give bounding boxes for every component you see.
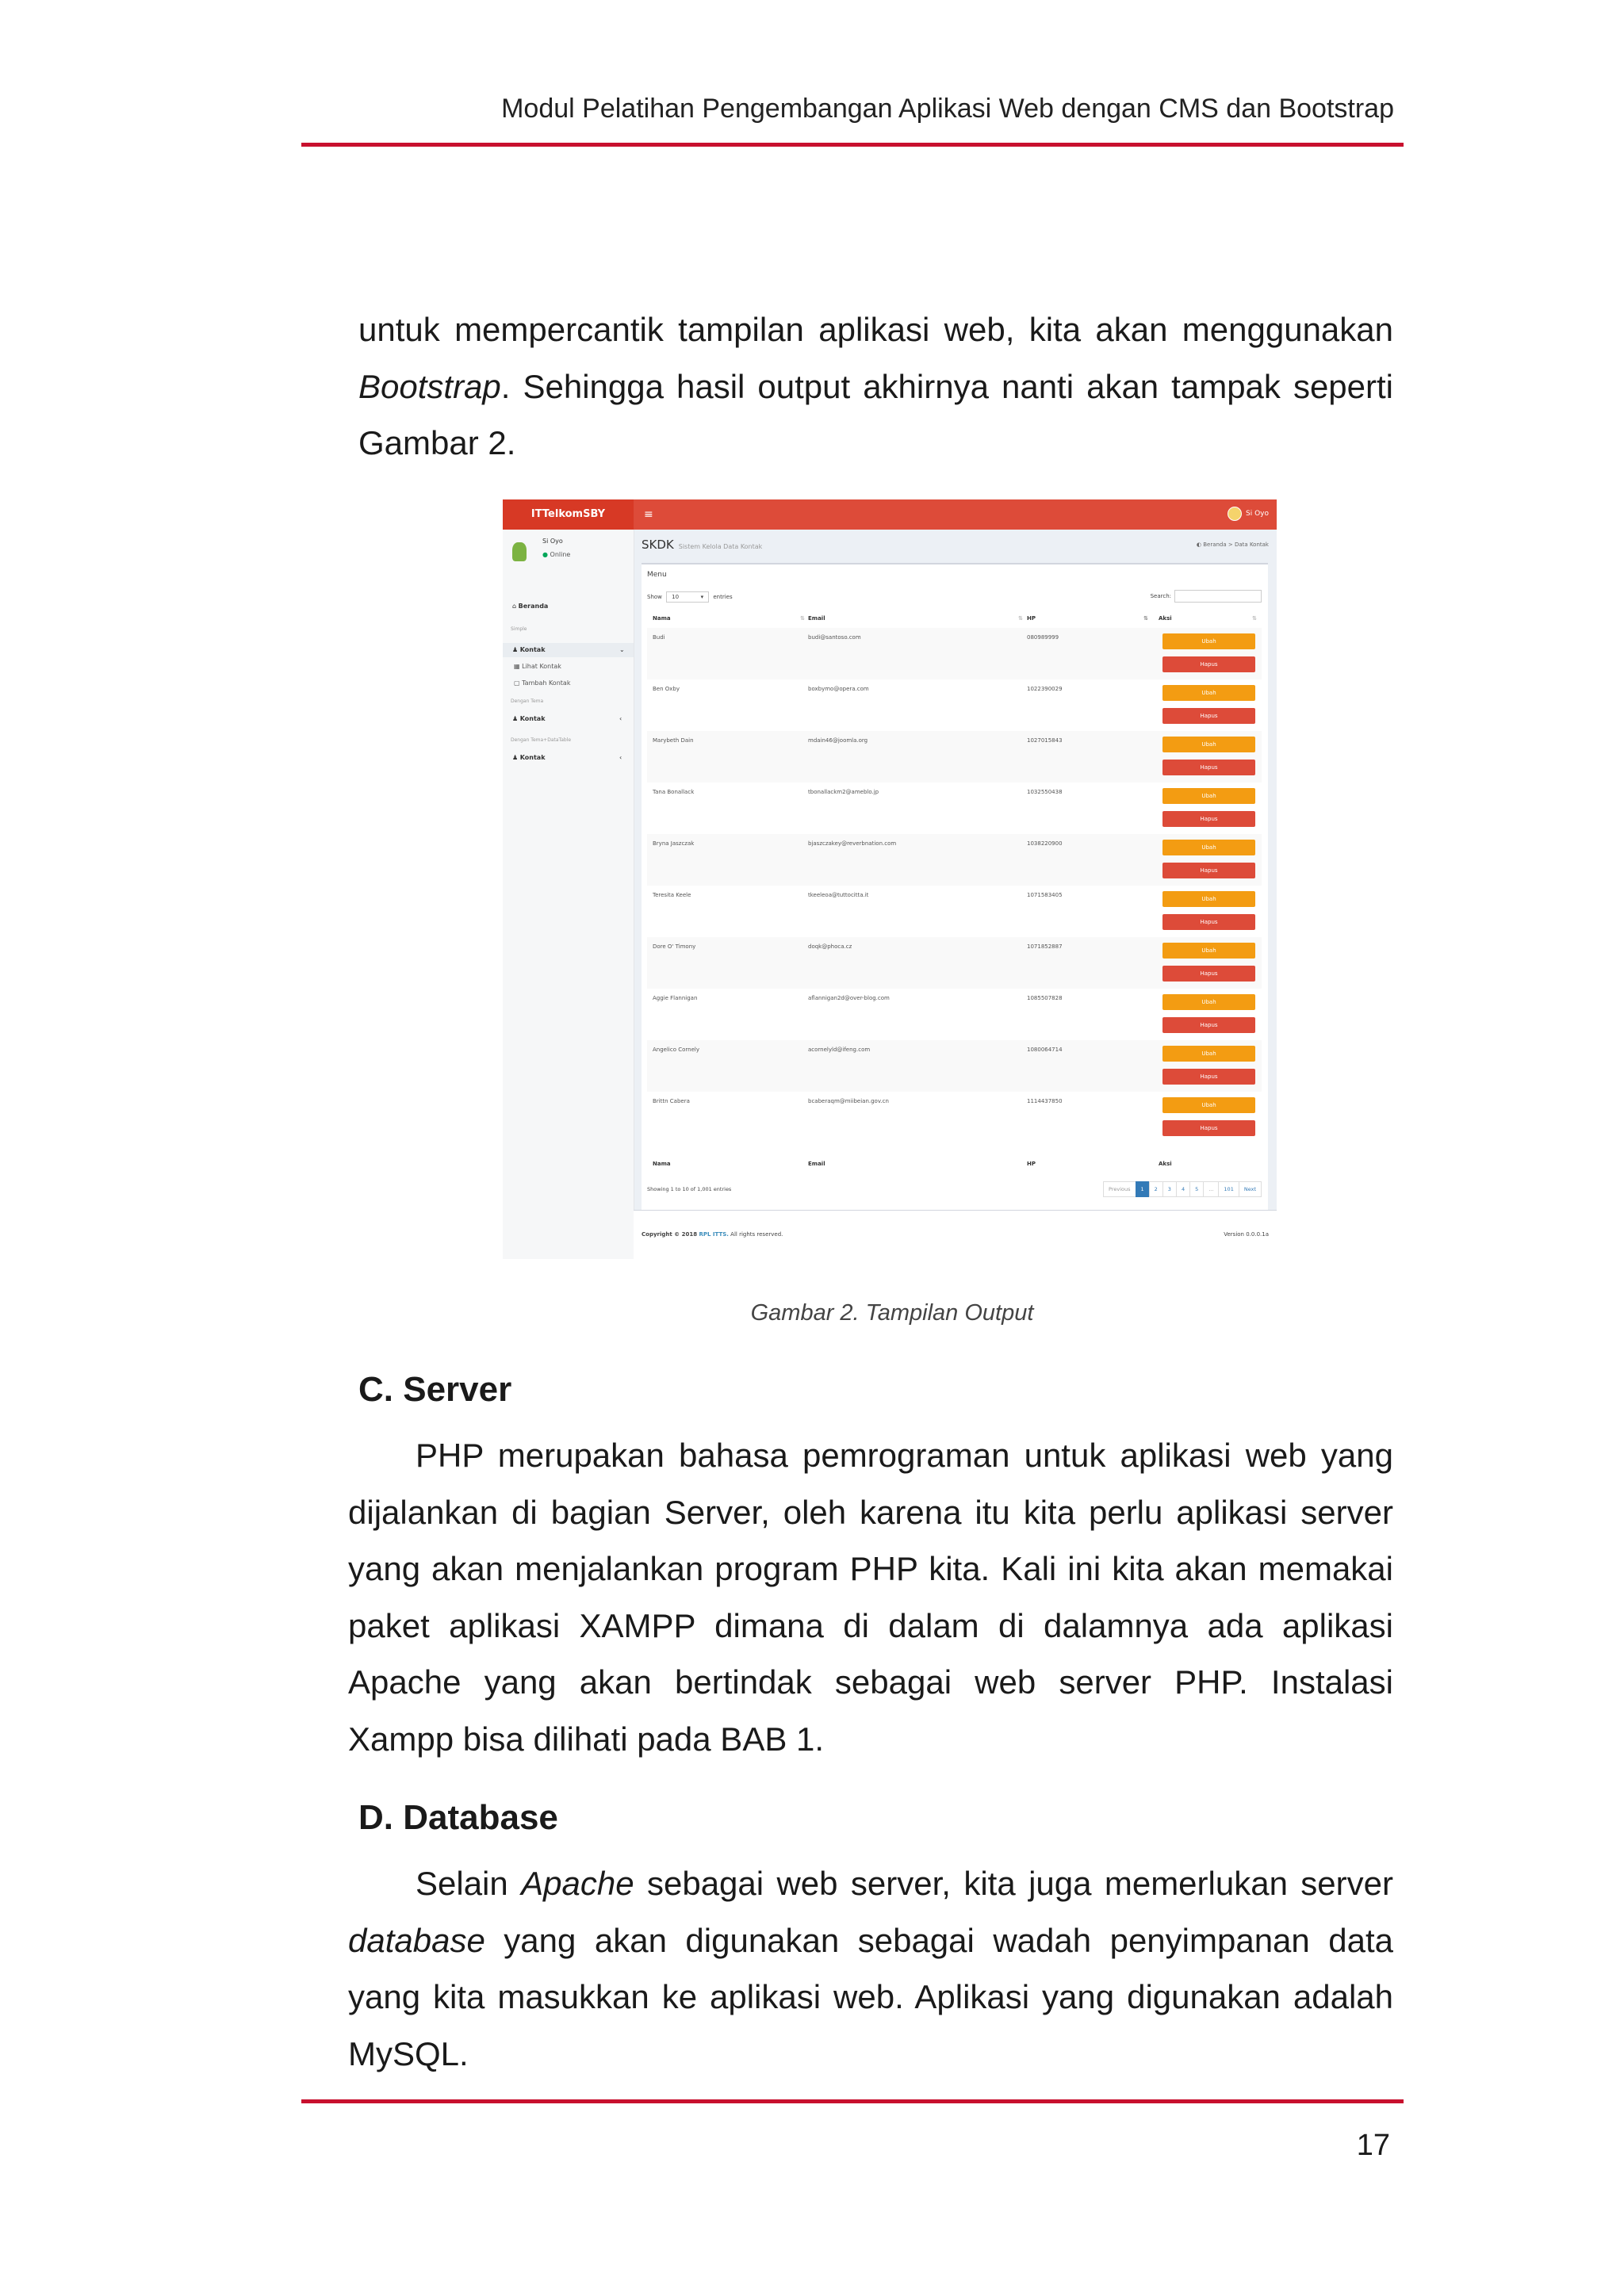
copyright-prefix: Copyright © 2018 [642, 1231, 699, 1238]
sidebar-user-status-label: Online [550, 551, 571, 558]
sidebar-user-name: Si Oyo [542, 538, 563, 545]
database-italic-b: database [348, 1921, 485, 1959]
ubah-button[interactable]: Ubah [1162, 633, 1255, 649]
table-row [647, 937, 1262, 989]
cell-hp: 080989999 [1027, 634, 1059, 641]
th-hp[interactable]: HP [1027, 615, 1036, 622]
table-row [647, 783, 1262, 834]
copyright-link[interactable]: RPL ITTS. [699, 1231, 729, 1238]
tf-nama: Nama [653, 1161, 671, 1167]
sidebar-item-kontak-simple-label: Kontak [519, 646, 546, 653]
edit-icon: ▢ [514, 679, 520, 687]
entries-select-value: 10 [672, 594, 680, 600]
cell-hp: 1071583405 [1027, 892, 1063, 898]
cell-email: mdain46@joomla.org [808, 737, 868, 744]
sort-icon: ⇅ [1018, 615, 1023, 622]
hapus-button[interactable]: Hapus [1162, 966, 1255, 982]
app-topbar [503, 499, 1277, 530]
table-row [647, 989, 1262, 1040]
breadcrumb-current: Data Kontak [1235, 541, 1269, 548]
sidebar-header-tema: Dengan Tema [511, 698, 544, 704]
hapus-button[interactable]: Hapus [1162, 1069, 1255, 1085]
sidebar-item-tambah-kontak-label: Tambah Kontak [522, 679, 571, 687]
sidebar-user [542, 538, 570, 558]
database-text-b: sebagai web server, kita juga memerlukan server [634, 1865, 1394, 1902]
page-subtitle: Sistem Kelola Data Kontak [678, 543, 763, 550]
app-content [634, 530, 1277, 1259]
intro-text-1: untuk mempercantik tampilan aplikasi web, kita akan menggunakan [358, 311, 1393, 348]
ubah-button[interactable]: Ubah [1162, 1046, 1255, 1062]
box-title: Menu [647, 571, 667, 579]
table-row [647, 886, 1262, 937]
table-row [647, 731, 1262, 783]
page-101[interactable]: 101 [1218, 1181, 1239, 1197]
table-row [647, 834, 1262, 886]
ubah-button[interactable]: Ubah [1162, 943, 1255, 959]
sidebar-item-kontak-simple[interactable] [512, 646, 625, 653]
sidebar-item-kontak-datatable-label: Kontak [519, 754, 546, 761]
sidebar-item-kontak-datatable[interactable] [512, 754, 622, 761]
sidebar-item-lihat-kontak[interactable] [514, 663, 561, 670]
data-box [642, 563, 1268, 1213]
server-paragraph [348, 1427, 1393, 1767]
sidebar-item-beranda-label: Beranda [518, 603, 549, 610]
tf-email: Email [808, 1161, 825, 1167]
database-italic-a: Apache [521, 1865, 634, 1902]
intro-italic: Bootstrap [358, 367, 501, 405]
cell-nama: Tana Bonallack [653, 789, 695, 795]
figure-caption: Gambar 2. Tampilan Output [750, 1300, 1034, 1326]
cell-email: boxbymo@opera.com [808, 686, 869, 692]
breadcrumb: ◐ Beranda > Data Kontak [1196, 541, 1269, 548]
menu-toggle-icon[interactable]: ≡ [644, 508, 653, 521]
page-ellipsis: ... [1203, 1181, 1219, 1197]
ubah-button[interactable]: Ubah [1162, 737, 1255, 752]
ubah-button[interactable]: Ubah [1162, 891, 1255, 907]
page-title-text: SKDK [642, 538, 674, 552]
online-dot-icon: ● [542, 551, 548, 558]
section-heading-server: C. Server [358, 1370, 512, 1409]
search-input[interactable] [1174, 590, 1262, 603]
sidebar-item-lihat-kontak-label: Lihat Kontak [522, 663, 561, 670]
figure-screenshot [503, 499, 1277, 1259]
page-1[interactable]: 1 [1136, 1181, 1150, 1197]
cell-nama: Teresita Keele [653, 892, 691, 898]
search [1151, 590, 1262, 603]
user-icon: ♟ [512, 754, 519, 761]
page-2[interactable]: 2 [1149, 1181, 1163, 1197]
footer-rule [301, 2099, 1404, 2103]
page-5[interactable]: 5 [1189, 1181, 1204, 1197]
sort-icon: ⇅ [1252, 615, 1257, 622]
entries-length [647, 591, 733, 603]
home-icon: ⌂ [512, 603, 517, 610]
cell-email: acornelyld@ifeng.com [808, 1047, 871, 1053]
header-rule [301, 143, 1404, 147]
cell-nama: Aggie Flannigan [653, 995, 698, 1001]
database-text-c: yang akan digunakan sebagai wadah penyimpanan data yang kita masukkan ke aplikasi web. Aplikasi yang digunakan adalah MySQL. [348, 1921, 1393, 2072]
cell-hp: 1071852887 [1027, 943, 1063, 950]
app-footer [634, 1210, 1277, 1259]
tf-hp: HP [1027, 1161, 1036, 1167]
cell-hp: 1114437850 [1027, 1098, 1063, 1104]
ubah-button[interactable]: Ubah [1162, 685, 1255, 701]
breadcrumb-home[interactable]: Beranda [1203, 541, 1227, 548]
hapus-button[interactable]: Hapus [1162, 1120, 1255, 1136]
sidebar-item-beranda[interactable] [512, 603, 548, 610]
page-number: 17 [1356, 2129, 1390, 2162]
intro-text-2: . Sehingga hasil output akhirnya nanti akan tampak seperti Gambar 2. [358, 367, 1393, 461]
app-sidebar [503, 530, 634, 1259]
th-nama[interactable]: Nama [653, 615, 671, 622]
avatar [512, 542, 527, 561]
copyright-suffix: All rights reserved. [728, 1231, 783, 1238]
server-text: PHP merupakan bahasa pemrograman untuk aplikasi web yang dijalankan di bagian Server, oleh karena itu kita perlu aplikasi server yang akan menjalankan program PHP kita. Kali ini kita akan memakai paket aplikasi XAMPP dimana di dalam di dalamnya ada aplikasi Apache yang akan bertindak sebagai web server PHP. Instalasi Xampp bisa dilihati pada BAB 1. [348, 1437, 1393, 1758]
user-icon: ♟ [512, 715, 519, 722]
table-row [647, 679, 1262, 731]
sidebar-item-tambah-kontak[interactable] [514, 679, 570, 687]
cell-hp: 1032550438 [1027, 789, 1063, 795]
cell-hp: 1038220900 [1027, 840, 1063, 847]
show-label: Show [647, 594, 662, 600]
cell-nama: Budi [653, 634, 665, 641]
dashboard-icon: ◐ [1196, 541, 1201, 548]
sort-icon: ⇅ [1143, 615, 1148, 622]
user-menu-name: Si Oyo [1246, 510, 1269, 518]
th-aksi[interactable]: Aksi [1159, 615, 1172, 622]
caret-down-icon: ▾ [700, 594, 704, 600]
entries-select[interactable] [666, 591, 709, 603]
chevron-left-icon: ‹ [619, 715, 622, 722]
cell-hp: 1027015843 [1027, 737, 1063, 744]
cell-hp: 1080064714 [1027, 1047, 1063, 1053]
pagination [1104, 1181, 1262, 1197]
section-heading-database: D. Database [358, 1798, 558, 1837]
database-paragraph [348, 1855, 1393, 2082]
intro-paragraph [358, 301, 1393, 472]
app-brand[interactable]: ITTelkomSBY [503, 499, 634, 530]
page-4[interactable]: 4 [1176, 1181, 1190, 1197]
avatar-icon [1228, 507, 1242, 521]
cell-email: tkeeleoa@tuttocitta.it [808, 892, 869, 898]
hapus-button[interactable]: Hapus [1162, 656, 1255, 672]
cell-email: budi@santoso.com [808, 634, 861, 641]
table-row [647, 1092, 1262, 1143]
cell-nama: Marybeth Dain [653, 737, 694, 744]
cell-email: doqk@phoca.cz [808, 943, 852, 950]
cell-email: bcaberaqm@miibeian.gov.cn [808, 1098, 889, 1104]
cell-nama: Angelico Cornely [653, 1047, 699, 1053]
database-text-a: Selain [416, 1865, 522, 1902]
hapus-button[interactable]: Hapus [1162, 914, 1255, 930]
page-title [642, 538, 762, 552]
hapus-button[interactable]: Hapus [1162, 708, 1255, 724]
entries-label: entries [713, 594, 733, 600]
page-previous[interactable]: Previous [1103, 1181, 1136, 1197]
sidebar-item-kontak-tema[interactable] [512, 715, 622, 722]
search-label: Search: [1150, 593, 1171, 599]
ubah-button[interactable]: Ubah [1162, 788, 1255, 804]
ubah-button[interactable]: Ubah [1162, 1097, 1255, 1113]
running-header: Modul Pelatihan Pengembangan Aplikasi Web dengan CMS dan Bootstrap [501, 94, 1394, 124]
cell-hp: 1022390029 [1027, 686, 1063, 692]
cell-email: bjaszczakey@reverbnation.com [808, 840, 897, 847]
cell-nama: Ben Oxby [653, 686, 680, 692]
page-next[interactable]: Next [1239, 1181, 1262, 1197]
copyright [642, 1231, 783, 1238]
hapus-button[interactable]: Hapus [1162, 1017, 1255, 1033]
cell-email: tbonallackm2@ameblo.jp [808, 789, 879, 795]
sidebar-user-status [542, 551, 570, 558]
version: Version 0.0.0.1a [1224, 1231, 1269, 1238]
hapus-button[interactable]: Hapus [1162, 811, 1255, 827]
hapus-button[interactable]: Hapus [1162, 863, 1255, 878]
ubah-button[interactable]: Ubah [1162, 840, 1255, 855]
sidebar-header-datatable: Dengan Tema+DataTable [511, 737, 572, 743]
table-row [647, 628, 1262, 679]
th-email[interactable]: Email [808, 615, 825, 622]
sort-icon: ⇅ [800, 615, 805, 622]
cell-nama: Brittn Cabera [653, 1098, 690, 1104]
chevron-down-icon: ⌄ [619, 646, 625, 653]
cell-hp: 1085507828 [1027, 995, 1063, 1001]
hapus-button[interactable]: Hapus [1162, 760, 1255, 775]
table-icon: ▦ [514, 663, 520, 670]
user-icon: ♟ [512, 646, 519, 653]
table-row [647, 1040, 1262, 1092]
sidebar-item-kontak-tema-label: Kontak [519, 715, 546, 722]
tf-aksi: Aksi [1159, 1161, 1172, 1167]
chevron-left-icon: ‹ [619, 754, 622, 761]
page-3[interactable]: 3 [1162, 1181, 1177, 1197]
cell-nama: Bryna Jaszczak [653, 840, 695, 847]
cell-email: aflannigan2d@over-blog.com [808, 995, 890, 1001]
cell-nama: Dore O' Timony [653, 943, 696, 950]
sidebar-header-simple: Simple [511, 626, 527, 632]
ubah-button[interactable]: Ubah [1162, 994, 1255, 1010]
user-menu[interactable] [1228, 507, 1269, 521]
table-info: Showing 1 to 10 of 1,001 entries [647, 1186, 732, 1192]
